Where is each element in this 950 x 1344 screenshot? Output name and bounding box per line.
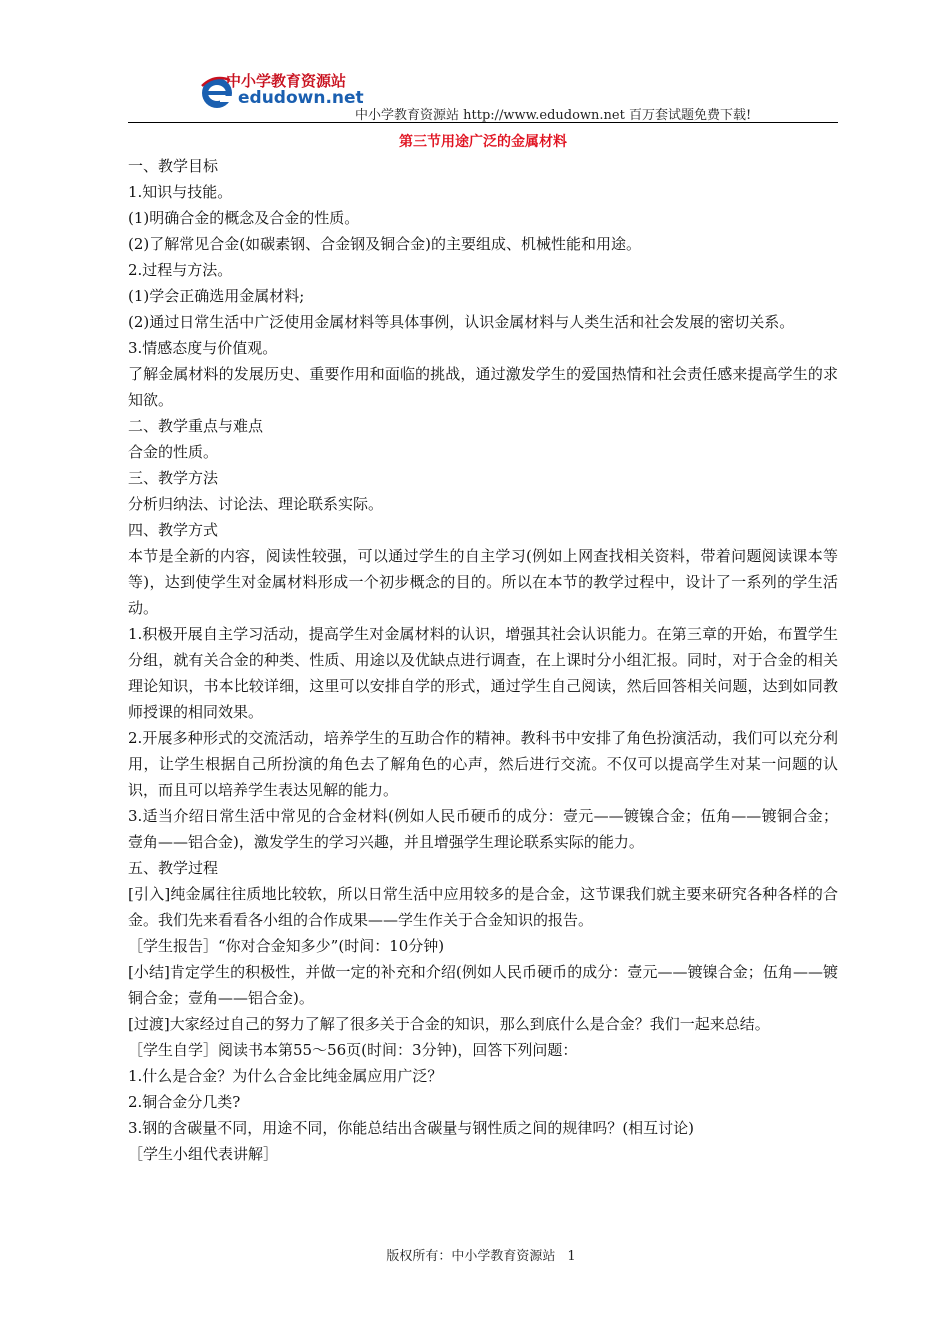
paragraph: (1)明确合金的概念及合金的性质。	[128, 209, 360, 227]
logo-en-text: edudown.net	[238, 88, 364, 108]
paragraph: [小结]肯定学生的积极性，并做一定的补充和介绍(例如人民币硬币的成分：壹元——镀镍合金；伍角——镀铜合金；壹角——铝合金)。	[128, 963, 838, 1007]
paragraph: 3.适当介绍日常生活中常见的合金材料(例如人民币硬币的成分：壹元——镀镍合金；伍角——镀铜合金；壹角——铝合金)，激发学生的学习兴趣，并且增强学生理论联系实际的能力。	[128, 807, 838, 851]
page-title: 第三节用途广泛的金属材料	[399, 134, 567, 150]
site-logo	[200, 70, 364, 112]
paragraph: 合金的性质。	[128, 443, 219, 461]
paragraph: (2)通过日常生活中广泛使用金属材料等具体事例，认识金属材料与人类生活和社会发展的密切关系。	[128, 313, 795, 331]
paragraph: (2)了解常见合金(如碳素钢、合金钢及铜合金)的主要组成、机械性能和用途。	[128, 235, 641, 253]
header-text: 中小学教育资源站 http://www.edudown.net 百万套试题免费下载!	[355, 108, 752, 123]
paragraph: 了解金属材料的发展历史、重要作用和面临的挑战，通过激发学生的爱国热情和社会责任感来提高学生的求知欲。	[128, 365, 838, 409]
paragraph: (1)学会正确选用金属材料;	[128, 287, 305, 305]
paragraph: 2.开展多种形式的交流活动，培养学生的互助合作的精神。教科书中安排了角色扮演活动，我们可以充分利用，让学生根据自己所扮演的角色去了解角色的心声，然后进行交流。不仅可以提高学生对某一问题的认识，而且可以培养学生表达见解的能力。	[128, 729, 838, 799]
paragraph: 1.什么是合金？为什么合金比纯金属应用广泛？	[128, 1067, 443, 1085]
header-divider	[128, 122, 838, 123]
paragraph: ［学生自学］阅读书本第55～56页(时间：3分钟)，回答下列问题：	[128, 1041, 578, 1059]
paragraph: 1.积极开展自主学习活动，提高学生对金属材料的认识，增强其社会认识能力。在第三章的开始，布置学生分组，就有关合金的种类、性质、用途以及优缺点进行调查，在上课时分小组汇报。同时，对于合金的相关理论知识，书本比较详细，这里可以安排自学的形式，通过学生自己阅读，然后回答相关问题，达到如同教师授课的相同效果。	[128, 625, 838, 721]
paragraph: 1.知识与技能。	[128, 183, 233, 201]
page-footer	[0, 1245, 950, 1264]
paragraph: 分析归纳法、讨论法、理论联系实际。	[128, 495, 384, 513]
paragraph: 五、教学过程	[128, 859, 219, 877]
paragraph: [过渡]大家经过自己的努力了解了很多关于合金的知识，那么到底什么是合金？我们一起来总结。	[128, 1015, 770, 1033]
paragraph: ［学生报告］“你对合金知多少”(时间：10分钟)	[128, 937, 445, 955]
paragraph: 四、教学方式	[128, 521, 219, 539]
paragraph: ［学生小组代表讲解］	[128, 1145, 279, 1163]
paragraph: 二、教学重点与难点	[128, 417, 264, 435]
footer-copyright: 版权所有：中小学教育资源站	[386, 1249, 556, 1264]
logo-cn-text: 中小学教育资源站	[226, 72, 347, 90]
paragraph: 3.情感态度与价值观。	[128, 339, 278, 357]
paragraph: 本节是全新的内容，阅读性较强，可以通过学生的自主学习(例如上网查找相关资料，带着问题阅读课本等等)，达到使学生对金属材料形成一个初步概念的目的。所以在本节的教学过程中，设计了一系列的学生活动。	[128, 547, 838, 617]
paragraph: 三、教学方法	[128, 469, 219, 487]
page-number: 1	[567, 1249, 576, 1264]
paragraph: 一、教学目标	[128, 157, 219, 175]
paragraph: 2.铜合金分几类?	[128, 1093, 241, 1111]
paragraph: [引入]纯金属往往质地比较软，所以日常生活中应用较多的是合金，这节课我们就主要来研究各种各样的合金。我们先来看看各小组的合作成果——学生作关于合金知识的报告。	[128, 885, 838, 929]
paragraph: 3.钢的含碳量不同，用途不同，你能总结出含碳量与钢性质之间的规律吗？(相互讨论)	[128, 1119, 695, 1137]
paragraph: 2.过程与方法。	[128, 261, 233, 279]
document-body	[128, 153, 838, 1167]
